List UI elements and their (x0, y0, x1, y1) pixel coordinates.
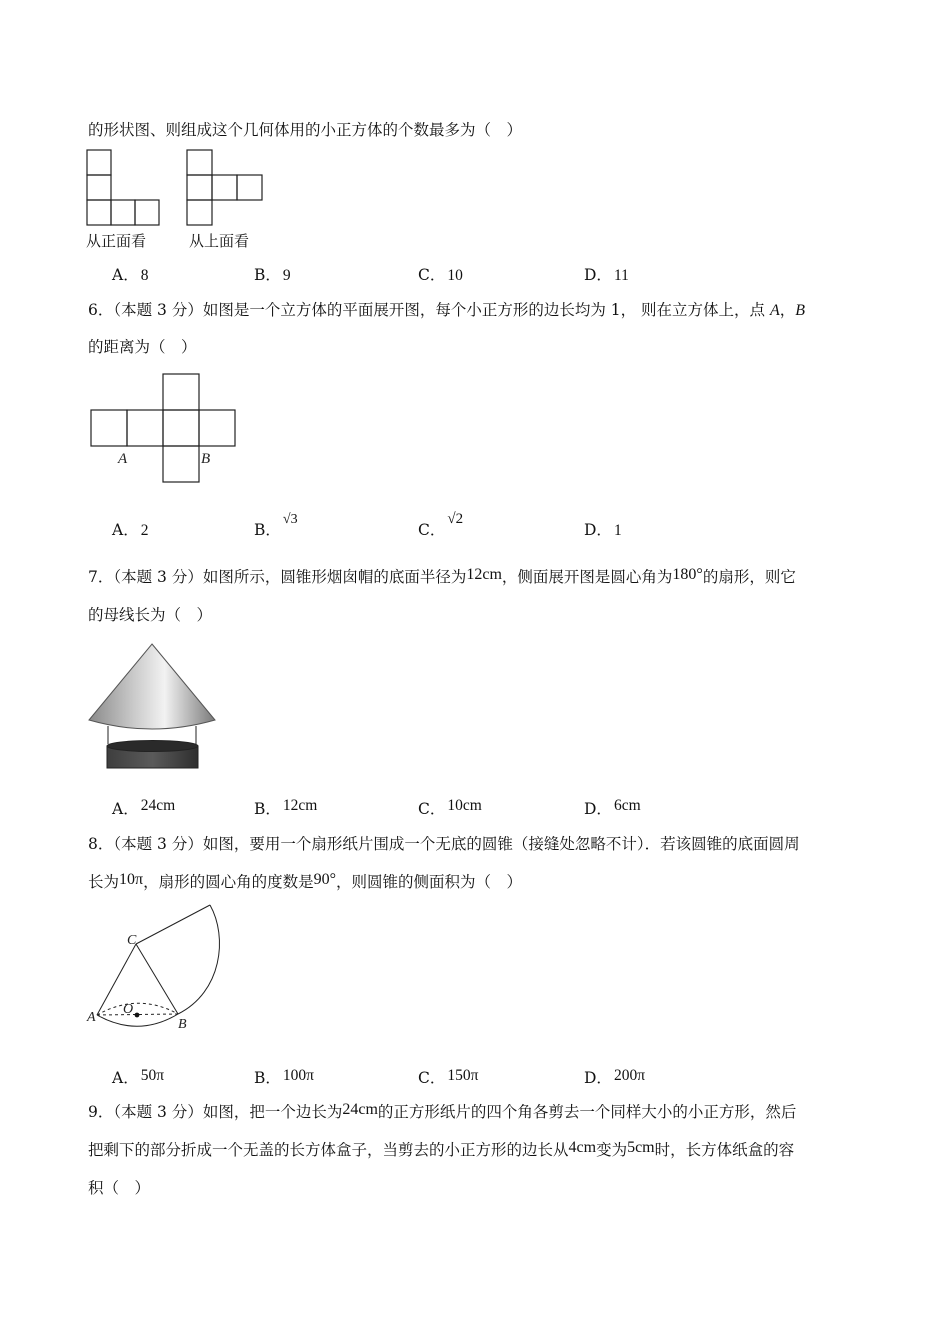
q8-label-a: A (87, 1010, 96, 1025)
q6-choice-c[interactable]: C．√2 (418, 511, 464, 539)
q7-choice-c[interactable]: C． 10cm (418, 797, 482, 818)
q8-cone-sector-figure (86, 902, 226, 1034)
q7-choice-d[interactable]: D． 6cm (584, 797, 641, 818)
q6-label-b: B (201, 451, 211, 467)
q8-stem-line-1: 8．（本题 3 分）如图，要用一个扇形纸片围成一个无底的圆锥（接缝处忽略不计）．若该圆锥的底面圆周 (88, 835, 800, 853)
q6-choice-a[interactable]: A． 2 (112, 521, 149, 539)
q8-stem-line-2: 长为10π，扇形的圆心角的度数是90°，则圆锥的侧面积为（ ） (88, 871, 523, 891)
q6-choice-b[interactable]: B．√3 (254, 512, 298, 539)
q9-stem-line-1: 9．（本题 3 分）如图，把一个边长为24cm的正方形纸片的四个角各剪去一个同样大小的小正方形，然后 (88, 1101, 797, 1121)
q7-stem-line-1: 7．（本题 3 分）如图所示，圆锥形烟囱帽的底面半径为12cm，侧面展开图是圆心角为180°的扇形，则它 (88, 566, 796, 586)
q5-stem-line: 的形状图、则组成这个几何体用的小正方体的个数最多为（ ） (88, 121, 523, 139)
q6-choices (88, 511, 868, 542)
q5-choices (88, 263, 868, 287)
q7-choice-b[interactable]: B． 12cm (254, 797, 318, 818)
q8-choices (88, 1066, 868, 1090)
q5-front-view-figure (86, 149, 166, 227)
q6-label-a: A (118, 451, 128, 467)
q8-label-c: C (127, 933, 137, 948)
q6-stem-line-2: 的距离为（ ） (88, 338, 197, 356)
q5-top-view-figure (186, 149, 266, 227)
q8-label-o: O (123, 1002, 134, 1017)
q8-label-b: B (178, 1017, 187, 1032)
q6-cube-net-figure (90, 373, 240, 483)
q7-choices (88, 797, 868, 821)
q8-choice-d[interactable]: D． 200π (584, 1067, 646, 1087)
q6-choice-d[interactable]: D． 1 (584, 521, 622, 539)
q5-top-view-caption: 从上面看 (189, 232, 250, 250)
q5-choice-d[interactable]: D． 11 (584, 266, 629, 284)
q5-choice-a[interactable]: A． 8 (112, 266, 149, 284)
q8-choice-a[interactable]: A． 50π (112, 1067, 165, 1087)
q7-chimney-cap-figure (88, 642, 218, 772)
q7-stem-line-2: 的母线长为（ ） (88, 606, 213, 624)
q9-stem-line-2: 把剩下的部分折成一个无盖的长方体盒子，当剪去的小正方形的边长从4cm变为5cm时，长方体纸盒的容 (88, 1139, 795, 1159)
q5-choice-c[interactable]: C． 10 (418, 266, 463, 284)
q8-choice-c[interactable]: C． 150π (418, 1067, 479, 1087)
q8-choice-b[interactable]: B． 100π (254, 1067, 314, 1087)
q7-choice-a[interactable]: A． 24cm (112, 797, 176, 818)
q5-front-view-caption: 从正面看 (86, 232, 147, 250)
q9-stem-line-3: 积（ ） (88, 1179, 151, 1197)
q5-choice-b[interactable]: B． 9 (254, 266, 291, 284)
q6-stem-line-1: 6．（本题 3 分）如图是一个立方体的平面展开图，每个小正方形的边长均为 1， 则在立方体上，点 A，B (88, 301, 806, 319)
